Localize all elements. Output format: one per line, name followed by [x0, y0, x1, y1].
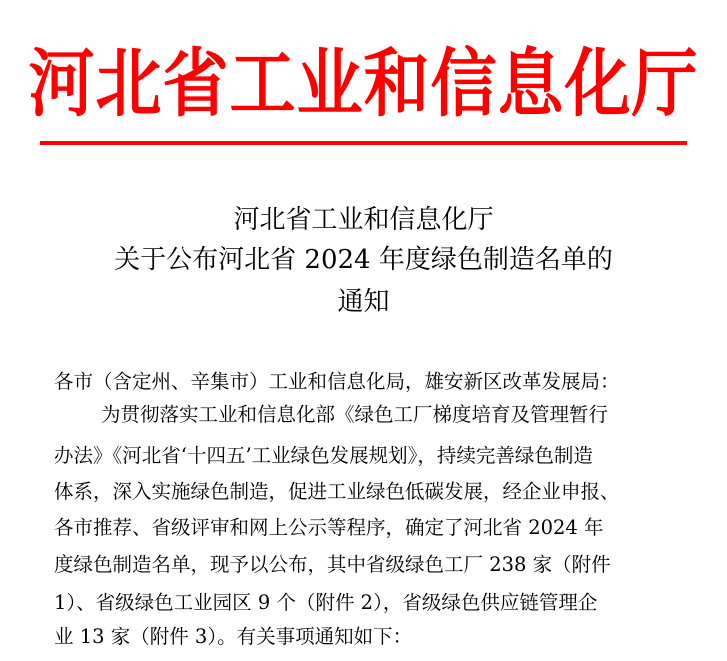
paragraph-line: 度绿色制造名单，现予以公布，其中省级绿色工厂 238 家（附件 — [54, 553, 611, 576]
paragraph-line: 各市推荐、省级评审和网上公示等程序，确定了河北省 2024 年 — [54, 516, 604, 539]
document-title-line-1: 河北省工业和信息化厅 — [233, 205, 494, 235]
masthead-title: 河北省工业和信息化厅 — [28, 40, 699, 127]
salutation: 各市（含定州、辛集市）工业和信息化局，雄安新区改革发展局： — [54, 370, 620, 393]
paragraph-line: 为贯彻落实工业和信息化部《绿色工厂梯度培育及管理暂行 — [101, 403, 609, 426]
paragraph-line: 办法》《河北省‘十四五’工业绿色发展规划》，持续完善绿色制造 — [54, 444, 593, 467]
paragraph-line: 1）、省级绿色工业园区 9 个（附件 2），省级绿色供应链管理企 — [54, 591, 598, 614]
document-title-line-3: 通知 — [337, 287, 390, 317]
document-title-line-2: 关于公布河北省 2024 年度绿色制造名单的 — [114, 245, 613, 275]
masthead-red-rule — [40, 141, 687, 145]
paragraph-line: 体系，深入实施绿色制造，促进工业绿色低碳发展，经企业申报、 — [54, 480, 620, 503]
paragraph-line: 业 13 家（附件 3）。有关事项通知如下： — [54, 625, 413, 648]
